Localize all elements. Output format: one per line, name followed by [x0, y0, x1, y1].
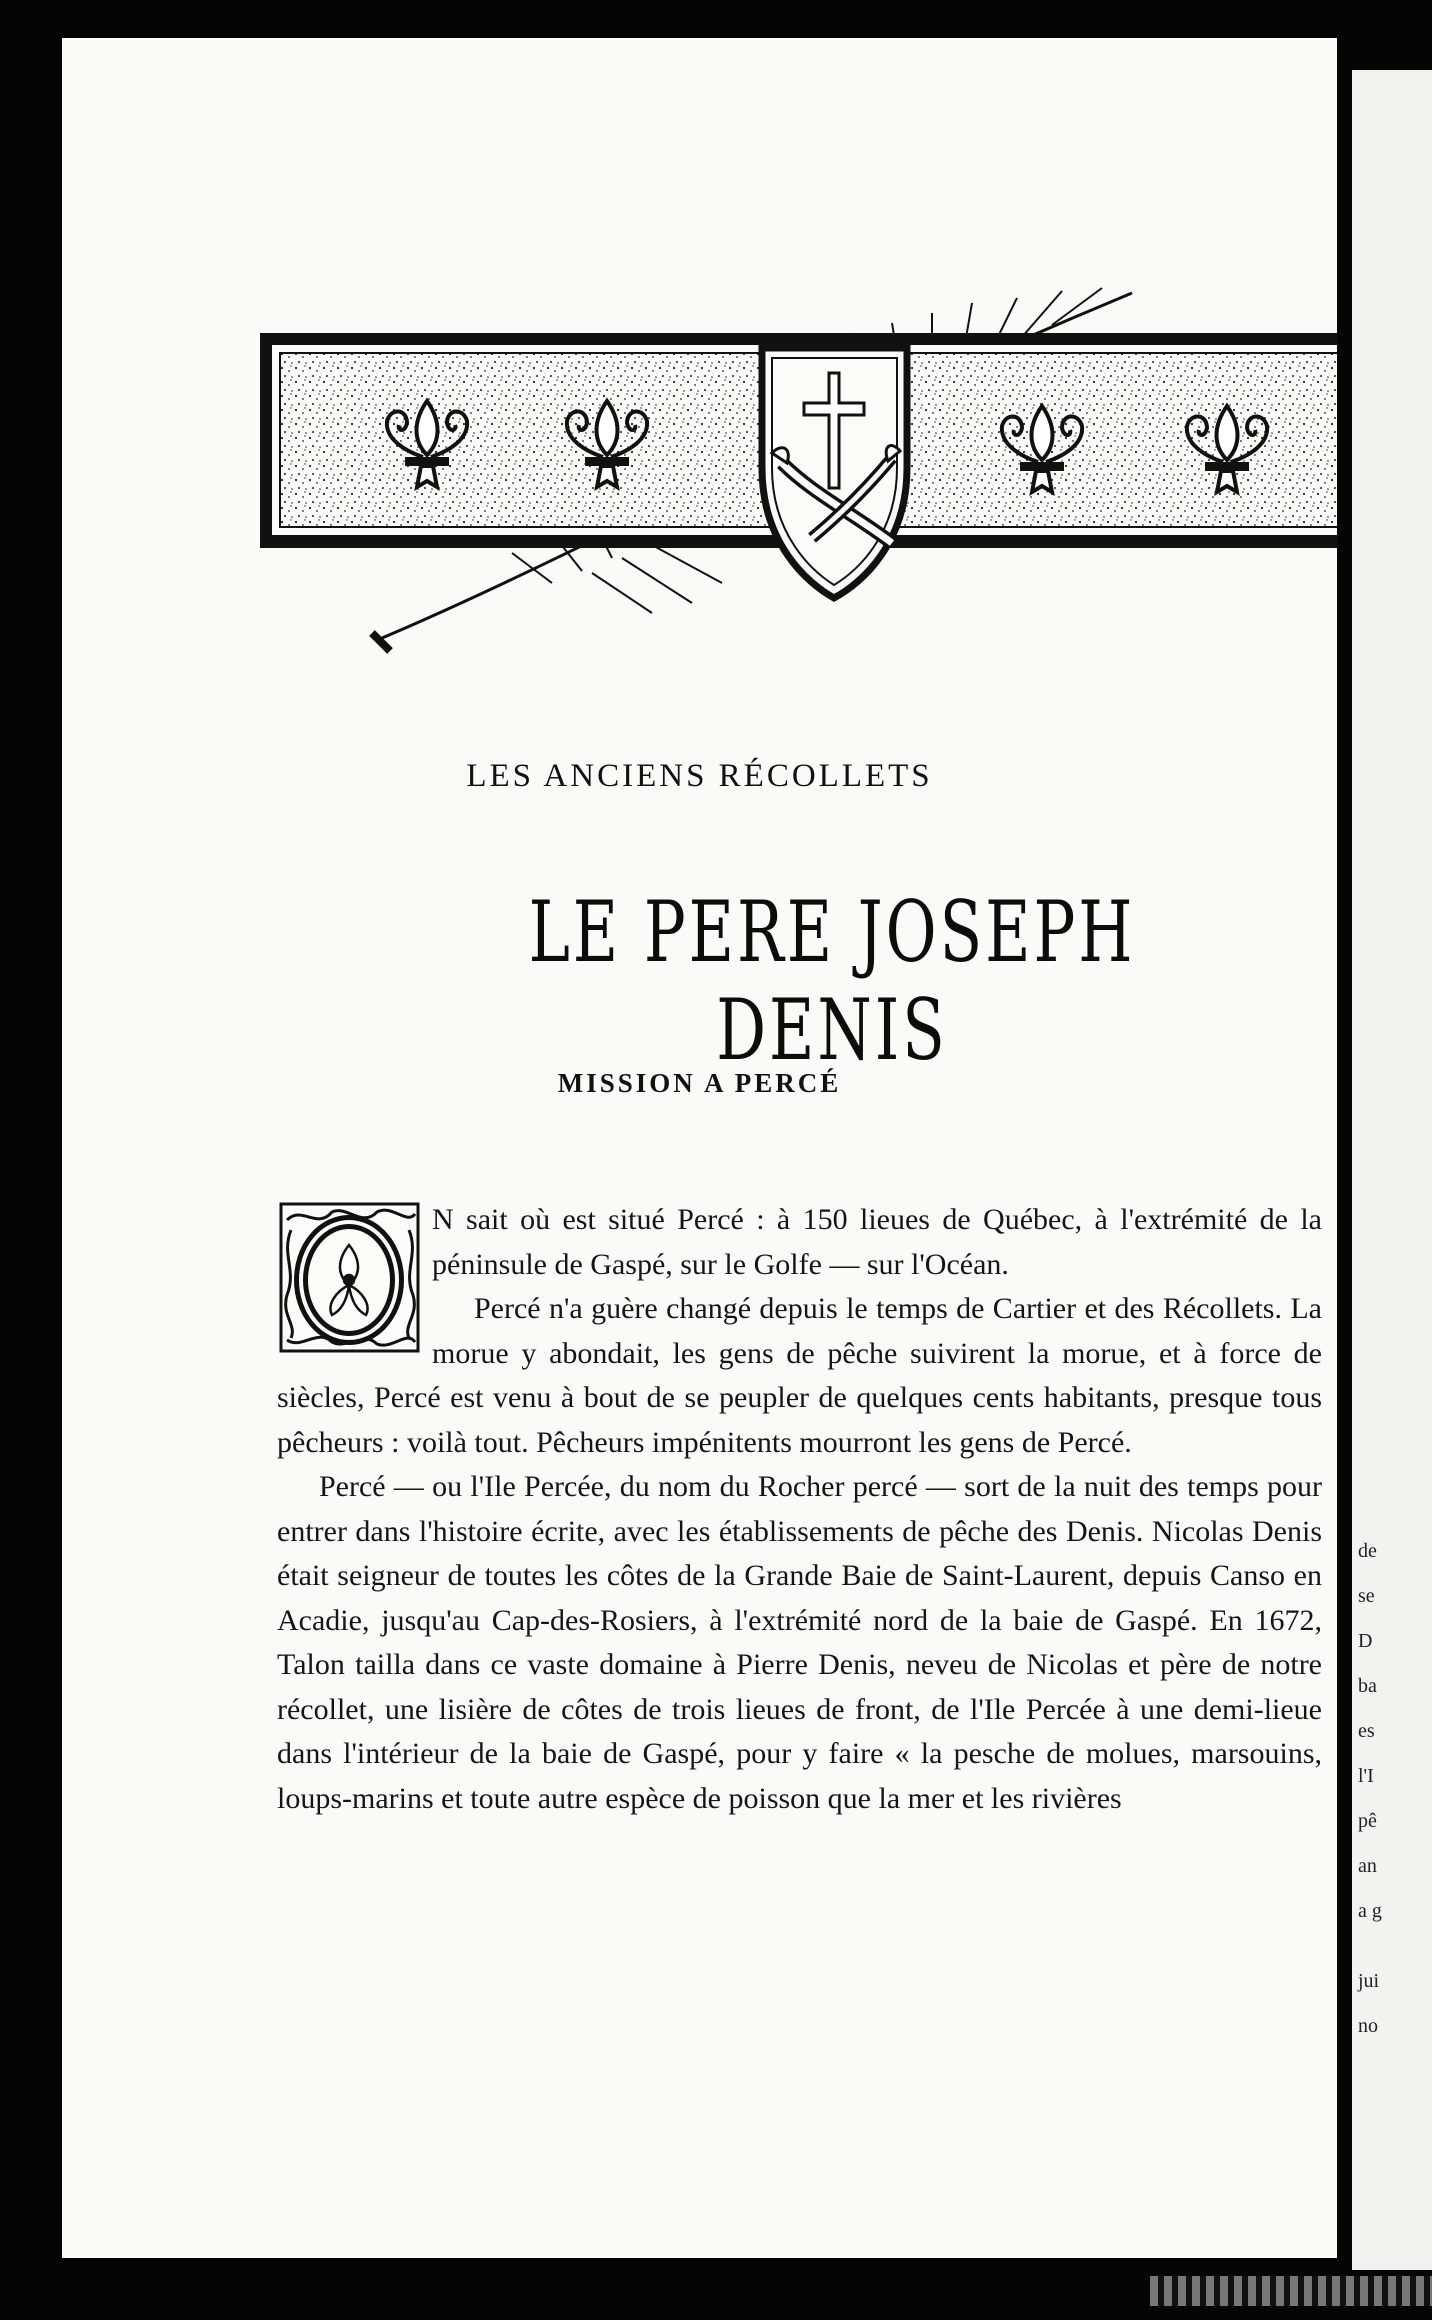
chapter-subtitle: MISSION A PERCÉ: [557, 1068, 842, 1098]
facing-fragment: pê: [1358, 1810, 1377, 1832]
drop-cap-letter: O: [345, 1288, 353, 1299]
facing-fragment: D: [1358, 1630, 1373, 1652]
book-page: [62, 38, 1337, 2258]
ornate-initial-o: [277, 1200, 422, 1355]
facing-fragment: an: [1358, 1855, 1377, 1877]
facing-page-edge: [1352, 70, 1432, 2270]
facing-fragment: no: [1358, 2015, 1378, 2037]
facing-fragment: es: [1358, 1720, 1375, 1742]
paragraph-2: Percé n'a guère changé depuis le temps de Cartier et des Récollets. La morue y abondait, les gens de pêche suivirent la morue, et à force de siècles, Percé est venu à bout de se peupler de quelques cents habitants, presque tous pêcheurs : voilà tout. Pêcheurs impénitents mourront les gens de Percé.: [277, 1292, 1322, 1459]
body-text: [277, 1198, 1322, 1821]
facing-fragment: a g: [1358, 1900, 1382, 1922]
facing-fragment: de: [1358, 1540, 1377, 1562]
paragraph-3: Percé — ou l'Ile Percée, du nom du Rocher percé — sort de la nuit des temps pour entrer dans l'histoire écrite, avec les établissements de pêche des Denis. Nicolas Denis était seigneur de toutes les côtes de la Grande Baie de Saint-Laurent, depuis Canso en Acadie, jusqu'au Cap-des-Rosiers, à l'extrémité nord de la baie de Gaspé. En 1672, Talon tailla dans ce vaste domaine à Pierre Denis, neveu de Nicolas et père de notre récollet, une lisière de côtes de trois lieues de front, de l'Ile Percée à une demi-lieue dans l'intérieur de la baie de Gaspé, pour y faire « la pesche de molues, marsouins, loups-marins et toute autre espèce de poisson que la mer et les rivières: [277, 1470, 1322, 1815]
page-title: LE PERE JOSEPH DENIS: [528, 883, 1136, 1079]
film-edge: [1150, 2276, 1432, 2306]
paragraph-1: N sait où est situé Percé : à 150 lieues de Québec, à l'extrémité de la péninsule de Gaspé, sur le Golfe — sur l'Océan.: [432, 1203, 1322, 1281]
facing-fragment: se: [1358, 1585, 1375, 1607]
facing-fragment: ba: [1358, 1675, 1377, 1697]
facing-fragment: jui: [1358, 1970, 1380, 1992]
facing-fragment: l'I: [1358, 1765, 1374, 1787]
headpiece-ornament: [252, 253, 1337, 673]
series-title: LES ANCIENS RÉCOLLETS: [466, 758, 933, 794]
